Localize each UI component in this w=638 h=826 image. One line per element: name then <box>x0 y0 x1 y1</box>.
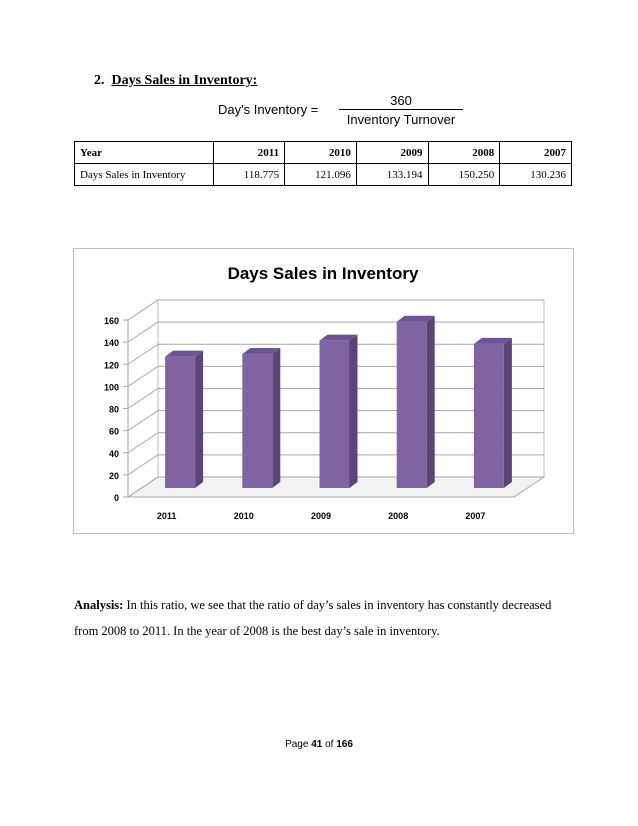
table-cell: 133.194 <box>356 164 428 186</box>
footer-prefix: Page <box>285 739 312 750</box>
x-axis-ticks <box>157 511 486 521</box>
formula-denominator: Inventory Turnover <box>346 112 456 127</box>
bar <box>397 322 427 488</box>
x-tick-label: 2008 <box>388 511 409 521</box>
table-header-cell: 2010 <box>285 142 357 164</box>
footer-of: of <box>322 739 337 750</box>
section-number: 2. <box>94 73 105 88</box>
bar <box>474 344 504 488</box>
table-cell: 118.775 <box>214 164 285 186</box>
table-header-cell: 2008 <box>428 142 500 164</box>
page-footer <box>0 739 638 750</box>
bar-side <box>427 316 435 488</box>
analysis-paragraph <box>74 592 574 644</box>
chart-canvas <box>74 249 573 533</box>
table-cell: 130.236 <box>500 164 572 186</box>
y-tick-label: 160 <box>103 316 119 326</box>
section-title: Days Sales in Inventory: <box>111 73 258 88</box>
y-tick-label: 80 <box>108 404 119 415</box>
table-header-row <box>75 142 572 164</box>
days-sales-chart <box>73 248 574 534</box>
table-header-cell: Year <box>75 142 214 164</box>
table-header-cell: 2011 <box>214 142 285 164</box>
y-tick-label: 100 <box>103 382 119 393</box>
days-sales-table <box>74 141 572 186</box>
x-tick-label: 2009 <box>310 511 332 521</box>
y-tick-label: 40 <box>108 448 119 459</box>
y-tick-label: 20 <box>108 470 119 481</box>
table-header-cell: 2009 <box>356 142 428 164</box>
fraction-bar <box>339 109 463 110</box>
bar-side <box>195 351 203 488</box>
total-pages: 166 <box>336 739 353 750</box>
table-header-cell: 2007 <box>500 142 572 164</box>
bar-side <box>350 335 358 488</box>
analysis-label: Analysis: <box>74 598 124 612</box>
y-axis-ticks <box>104 316 119 503</box>
table-cell: 150.250 <box>428 164 500 186</box>
y-tick-label: 140 <box>103 338 119 349</box>
section-heading <box>94 73 257 89</box>
chart-title: Days Sales in Inventory <box>227 264 419 283</box>
formula-fraction <box>339 93 463 127</box>
bar-side <box>272 348 280 488</box>
current-page: 41 <box>311 739 323 750</box>
formula-numerator: 360 <box>390 93 412 108</box>
bar <box>242 354 272 488</box>
bar <box>320 341 350 488</box>
formula-lhs: Day's Inventory = <box>218 102 319 117</box>
y-tick-label: 60 <box>108 426 119 437</box>
bar-side <box>504 338 512 488</box>
table-cell: Days Sales in Inventory <box>75 164 214 186</box>
table-cell: 121.096 <box>285 164 357 186</box>
x-tick-label: 2011 <box>156 511 177 521</box>
bar <box>165 357 195 488</box>
analysis-text: In this ratio, we see that the ratio of day’s sales in inventory has constantly decreased from 2008 to 2011. In the year of 2008 is the best day’s sale in inventory. <box>74 598 552 638</box>
x-tick-label: 2010 <box>233 511 254 521</box>
y-tick-label: 120 <box>103 360 119 371</box>
x-tick-label: 2007 <box>465 511 486 521</box>
y-tick-label: 0 <box>113 493 119 503</box>
table-row <box>75 164 572 186</box>
